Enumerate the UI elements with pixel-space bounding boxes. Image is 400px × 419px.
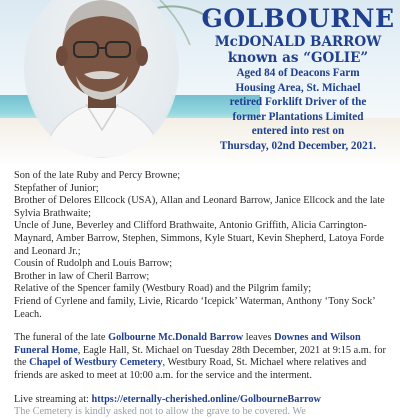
relation-line: Brother of Delores Ellcock (USA), Allan and Leonard Barrow, Janice Ellcock and the late Sylvia Brathwaite; <box>14 195 385 219</box>
funeral-text: leaves <box>243 332 275 344</box>
detail-line: entered into rest on <box>251 125 345 138</box>
deceased-names: McDONALD BARROW <box>214 34 382 50</box>
relation-line: Friend of Cyrlene and family, Livie, Ricardo ‘Icepick’ Waterman, Anthony ‘Tony Sock’ Leach. <box>14 295 375 320</box>
relations-list <box>14 170 386 321</box>
relation-line: Brother in law of Cheril Barrow; <box>14 270 150 282</box>
detail-line: retired Forklift Driver of the <box>229 96 367 109</box>
header-scene <box>0 0 400 165</box>
detail-line: Housing Area, St. Michael <box>235 81 361 94</box>
relation-line: Son of the late Ruby and Percy Browne; <box>14 170 181 181</box>
detail-line: Aged 84 of Deacons Farm <box>236 67 360 79</box>
portrait-photo <box>24 0 179 158</box>
funeral-home: Downes and Wilson Funeral Home <box>14 332 361 356</box>
obituary-body <box>14 170 386 419</box>
date-of-death: Thursday, 02nd December, 2021. <box>219 139 377 152</box>
chapel-name: Chapel of Westbury Cemetery <box>29 357 163 369</box>
title-block <box>200 4 396 154</box>
relation-line: Stepfather of Junior; <box>14 182 99 194</box>
cemetery-note: The Cemetery is kindly asked not to allow the grave to be covered. We <box>14 406 306 418</box>
funeral-text: , Westbury Road, St. Michael where relatives and friends are asked to meet at 10:00 a.m. for the service and the interment. <box>14 357 367 381</box>
live-stream-label: Live streaming at: <box>14 393 92 405</box>
funeral-details <box>14 332 386 382</box>
relation-line: Cousin of Rudolph and Louis Barrow; <box>14 258 173 270</box>
live-stream-link[interactable]: https://eternally-cherished.online/GolbourneBarrow <box>91 393 321 405</box>
detail-line: former Plantations Limited <box>232 110 364 123</box>
relation-line: Uncle of June, Beverley and Clifford Brathwaite, Antonio Griffith, Alicia Carrington-Maynard, Amber Barrow, Stephen, Simmons, Kyle Stuart, Kevin Shepherd, Latoya Forde and Leonard Jr.; <box>14 220 384 257</box>
deceased-surname: GOLBOURNE <box>201 4 395 33</box>
deceased-full-name: Golbourne Mc.Donald Barrow <box>108 332 244 344</box>
relation-line: Relative of the Spencer family (Westbury Road) and the Pilgrim family; <box>14 283 312 295</box>
deceased-alias: known as “GOLIE” <box>227 50 369 66</box>
funeral-text: , Eagle Hall, St. Michael on Tuesday 28th December, 2021 at 9:15 a.m. for the <box>14 344 386 369</box>
funeral-text: The funeral of the late <box>14 332 109 344</box>
